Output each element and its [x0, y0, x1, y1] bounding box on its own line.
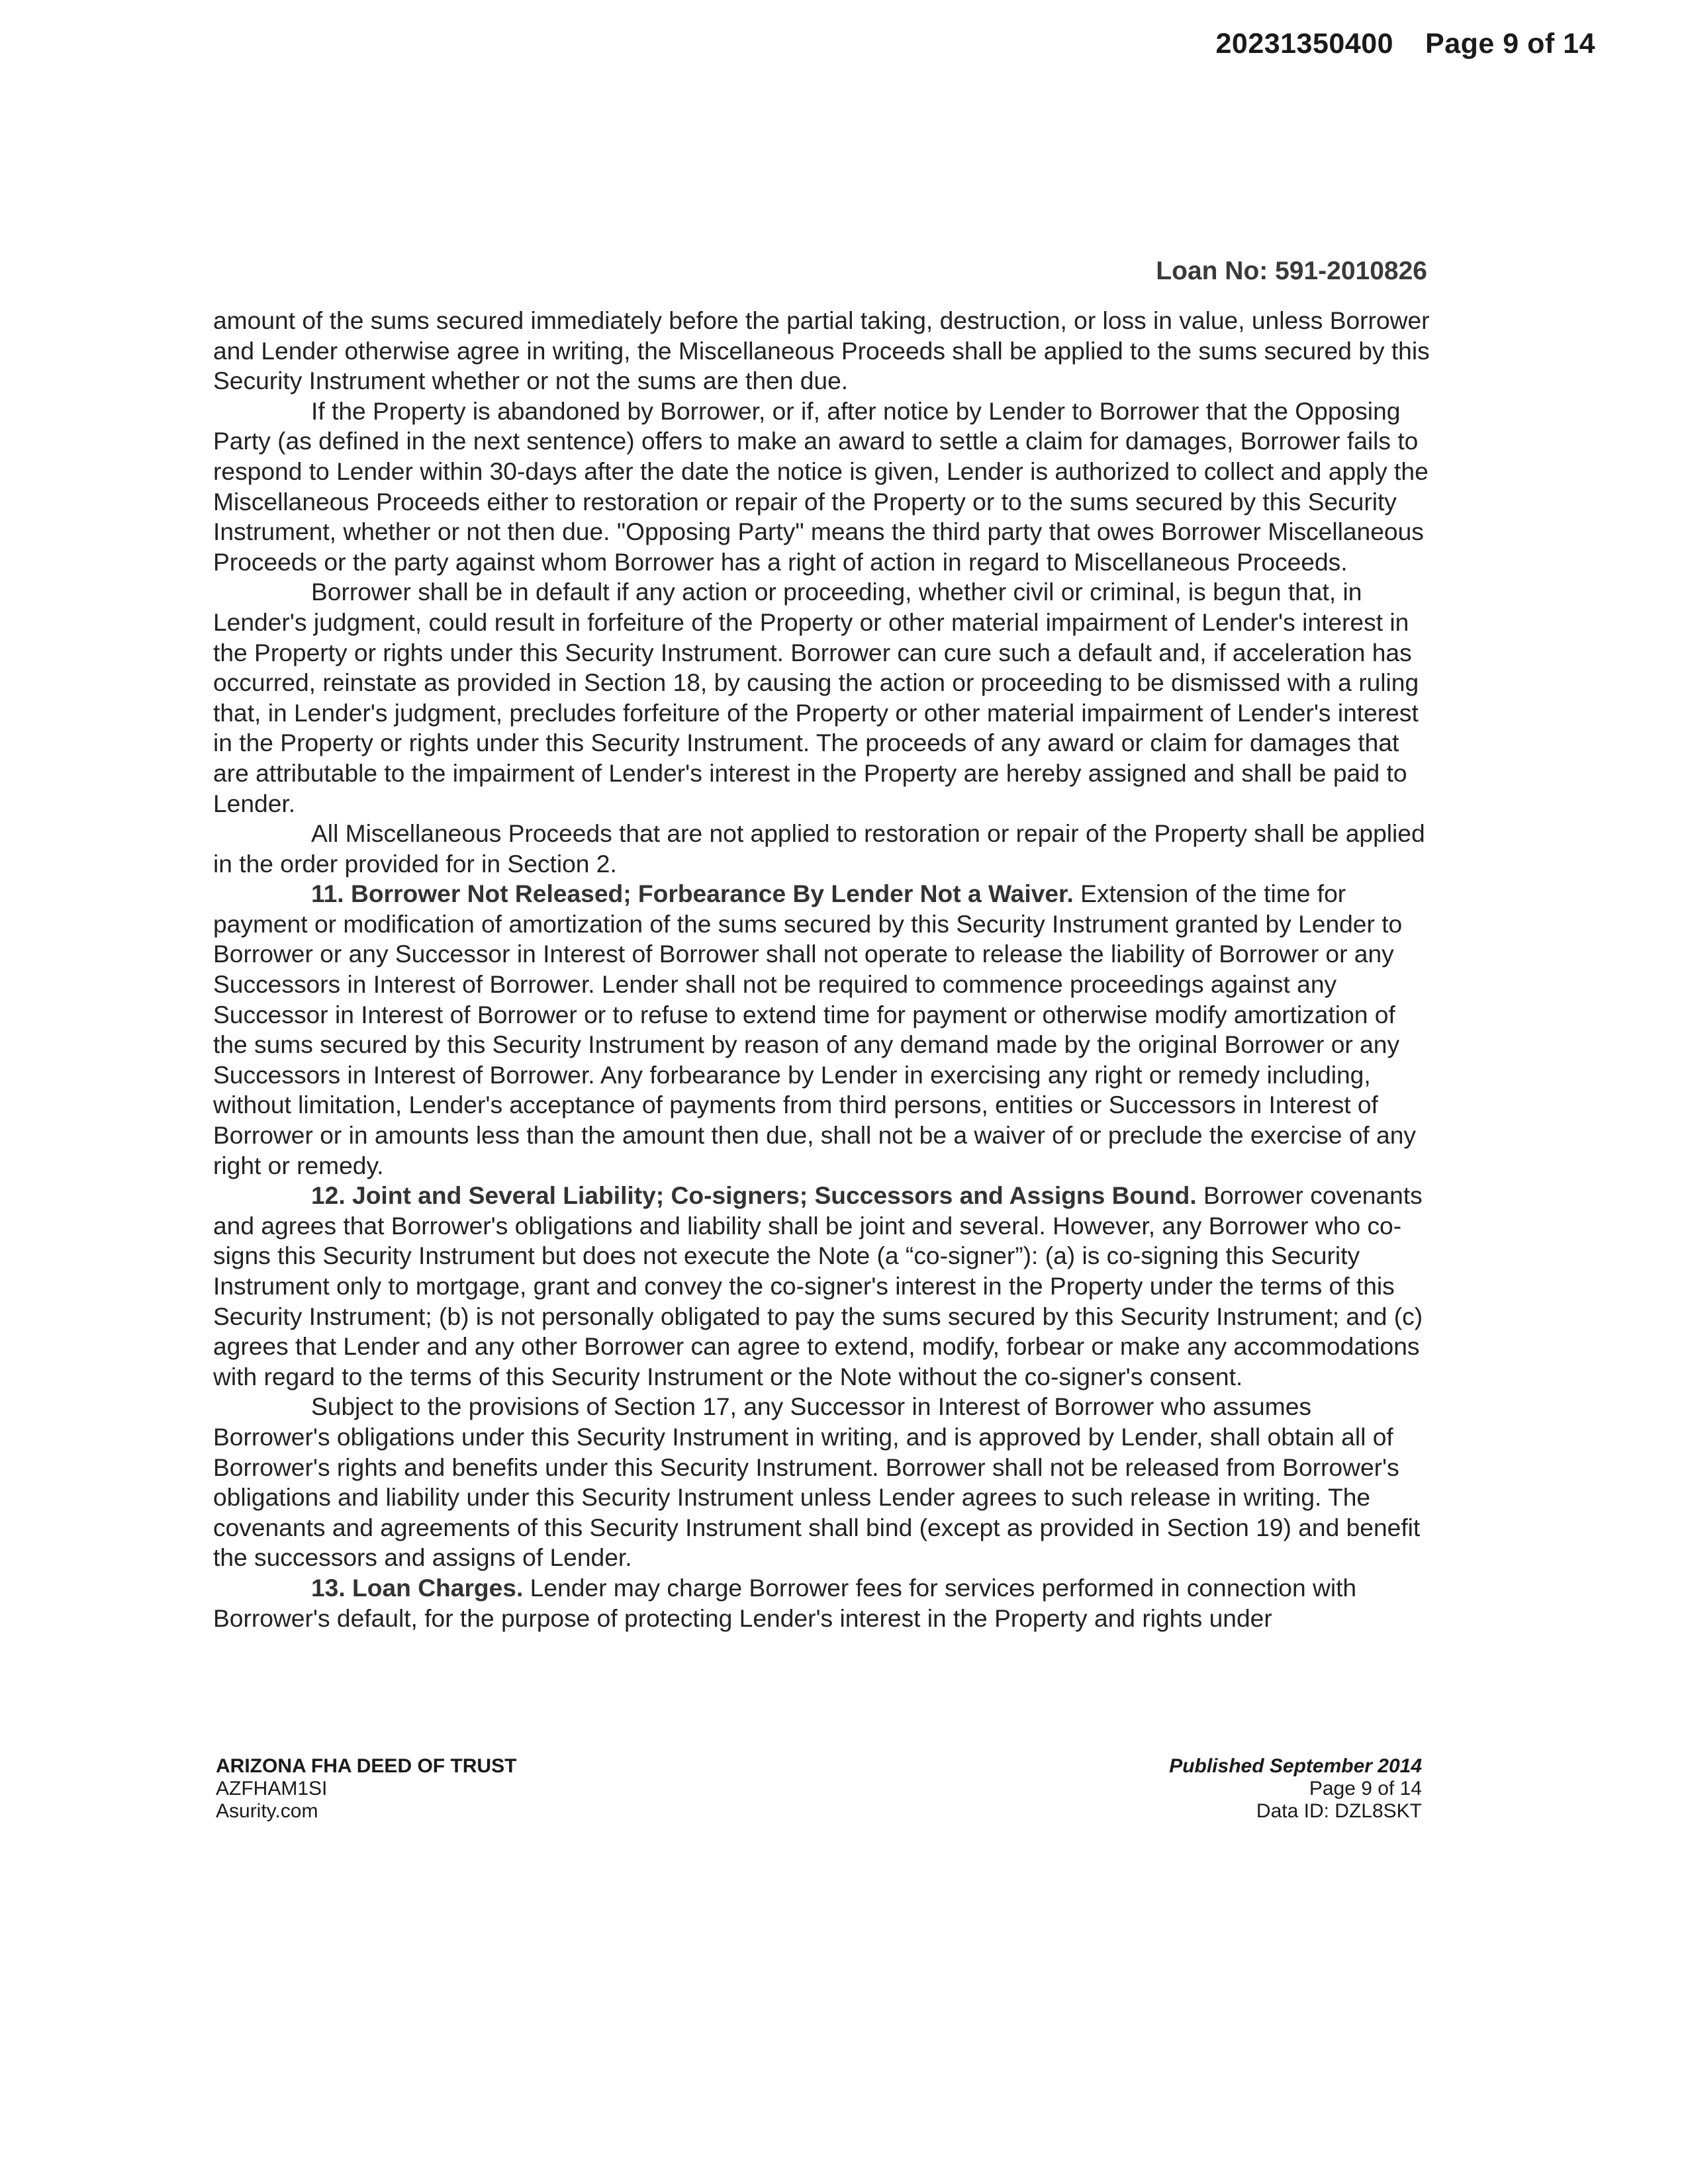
footer-form-code: AZFHAM1SI: [216, 1778, 328, 1799]
section-13-heading: 13. Loan Charges.: [311, 1573, 524, 1602]
footer-page-number: Page 9 of 14: [1309, 1778, 1422, 1799]
paragraph-abandoned-property: If the Property is abandoned by Borrower, or if, after notice by Lender to Borrower that the Opposing Party (as defined in the next sentence) offers to make an award to settle a claim for damages, Borrower fails to respond to Lender within 30-days after the date the notice is given, Lender is authorized to collect and apply the Miscellaneous Proceeds either to restoration or repair of the Property or to the sums secured by this Security Instrument, whether or not then due. "Opposing Party" means the third party that owes Borrower Miscellaneous Proceeds or the party against whom Borrower has a right of action in regard to Miscellaneous Proceeds.: [213, 396, 1429, 576]
section-12-text: Borrower covenants and agrees that Borrower's obligations and liability shall be joint and several. However, any Borrower who co-signs this Security Instrument but does not execute the Note (a “co-signer”): (a) is co-signing this Security Instrument only to mortgage, grant and convey the co-signer's interest in the Property under the terms of this Security Instrument; (b) is not personally obligated to pay the sums secured by this Security Instrument; and (c) agrees that Lender and any other Borrower can agree to extend, modify, forbear or make any accommodations with regard to the terms of this Security Instrument or the Note without the co-signer's consent.: [213, 1181, 1423, 1390]
footer-published-date: Published September 2014: [1169, 1755, 1422, 1777]
loan-number: Loan No: 591-2010826: [1156, 257, 1427, 285]
footer-form-info: [216, 1755, 516, 1823]
recording-number: 20231350400: [1215, 28, 1394, 60]
recording-stamp: [1215, 28, 1595, 60]
paragraph-continuation: amount of the sums secured immediately before the partial taking, destruction, or loss in value, unless Borrower and Lender otherwise agree in writing, the Miscellaneous Proceeds shall be applied to the sums secured by this Security Instrument whether or not the sums are then due.: [213, 306, 1430, 395]
document-body: [213, 306, 1430, 1633]
section-12: [213, 1181, 1430, 1392]
footer-data-id: Data ID: DZL8SKT: [1256, 1800, 1422, 1822]
paragraph-successors: Subject to the provisions of Section 17, any Successor in Interest of Borrower who assumes Borrower's obligations under this Security Instrument in writing, and is approved by Lender, shall obtain all of Borrower's rights and benefits under this Security Instrument. Borrower shall not be released from Borrower's obligations and liability under this Security Instrument unless Lender agrees to such release in writing. The covenants and agreements of this Security Instrument shall bind (except as provided in Section 19) and benefit the successors and assigns of Lender.: [213, 1392, 1421, 1572]
section-11: [213, 879, 1430, 1181]
footer-vendor: Asurity.com: [216, 1800, 318, 1822]
recording-page-number: Page 9 of 14: [1425, 28, 1595, 60]
paragraph-default-action: Borrower shall be in default if any action or proceeding, whether civil or criminal, is begun that, in Lender's judgment, could result in forfeiture of the Property or other material impairment of Lender's interest in the Property or rights under this Security Instrument. Borrower can cure such a default and, if acceleration has occurred, reinstate as provided in Section 18, by causing the action or proceeding to be dismissed with a ruling that, in Lender's judgment, precludes forfeiture of the Property or other material impairment of Lender's interest in the Property or rights under this Security Instrument. The proceeds of any award or claim for damages that are attributable to the impairment of Lender's interest in the Property are hereby assigned and shall be paid to Lender.: [213, 578, 1419, 817]
section-13-text: Lender may charge Borrower fees for services performed in connection with Borrower's default, for the purpose of protecting Lender's interest in the Property and rights under: [213, 1573, 1357, 1632]
section-11-heading: 11. Borrower Not Released; Forbearance By Lender Not a Waiver.: [311, 880, 1074, 908]
section-11-text: Extension of the time for payment or modification of amortization of the sums secured by this Security Instrument granted by Lender to Borrower or any Successor in Interest of Borrower shall not operate to release the liability of Borrower or any Successors in Interest of Borrower. Lender shall not be required to commence proceedings against any Successor in Interest of Borrower or to refuse to extend time for payment or otherwise modify amortization of the sums secured by this Security Instrument by reason of any demand made by the original Borrower or any Successors in Interest of Borrower. Any forbearance by Lender in exercising any right or remedy including, without limitation, Lender's acceptance of payments from third persons, entities or Successors in Interest of Borrower or in amounts less than the amount then due, shall not be a waiver of or preclude the exercise of any right or remedy.: [213, 880, 1417, 1179]
footer-publication-info: [1169, 1755, 1422, 1823]
footer-form-title: ARIZONA FHA DEED OF TRUST: [216, 1755, 517, 1777]
section-13: [213, 1573, 1430, 1633]
paragraph-misc-proceeds: All Miscellaneous Proceeds that are not applied to restoration or repair of the Property shall be applied in the order provided for in Section 2.: [213, 819, 1425, 878]
section-12-heading: 12. Joint and Several Liability; Co-signers; Successors and Assigns Bound.: [311, 1181, 1197, 1210]
